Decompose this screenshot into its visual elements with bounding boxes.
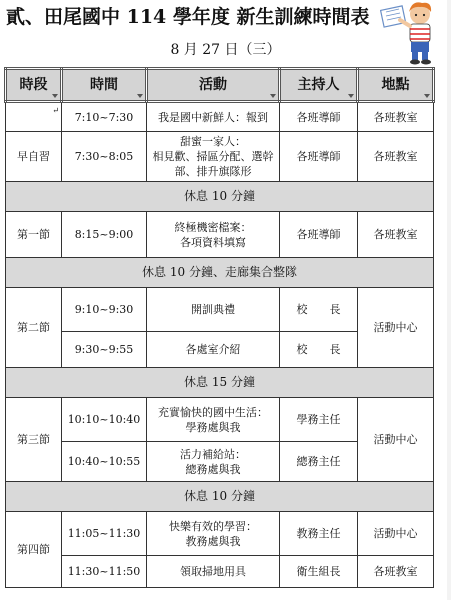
- header-activity: 活動: [147, 69, 280, 102]
- time-cell: 8:15~9:00: [62, 212, 147, 258]
- place-cell: 各班教室: [358, 132, 434, 182]
- break-label: 休息 10 分鐘: [6, 182, 434, 212]
- table-row: [6, 102, 434, 132]
- table-row: [6, 132, 434, 182]
- break-row: [6, 258, 434, 288]
- header-place: 地點: [358, 69, 434, 102]
- activity-cell: 開訓典禮: [147, 288, 280, 332]
- host-cell: 總務主任: [280, 442, 358, 482]
- time-cell: 9:30~9:55: [62, 332, 147, 368]
- host-cell: 校 長: [280, 332, 358, 368]
- place-cell: 各班教室: [358, 556, 434, 588]
- header-host: 主持人: [280, 69, 358, 102]
- document-title: 貳、田尾國中 114 學年度 新生訓練時間表: [6, 6, 370, 28]
- period-cell: 第三節: [6, 398, 62, 482]
- cell-marker-icon: [52, 94, 58, 98]
- activity-cell: 各處室介紹: [147, 332, 280, 368]
- table-row: [6, 556, 434, 588]
- time-cell: 9:10~9:30: [62, 288, 147, 332]
- activity-cell: 領取掃地用具: [147, 556, 280, 588]
- break-label: 休息 10 分鐘、走廊集合整隊: [6, 258, 434, 288]
- period-cell: 第一節: [6, 212, 62, 258]
- break-label: 休息 10 分鐘: [6, 482, 434, 512]
- time-cell: 7:30~8:05: [62, 132, 147, 182]
- student-reading-clipart: [380, 0, 446, 66]
- table-row: [6, 512, 434, 556]
- host-cell: 衛生組長: [280, 556, 358, 588]
- time-cell: 11:05~11:30: [62, 512, 147, 556]
- table-row: [6, 288, 434, 332]
- host-cell: 各班導師: [280, 212, 358, 258]
- cell-marker-icon: [348, 94, 354, 98]
- place-cell: 活動中心: [358, 512, 434, 556]
- host-cell: 教務主任: [280, 512, 358, 556]
- header-time: 時間: [62, 69, 147, 102]
- host-cell: 校 長: [280, 288, 358, 332]
- break-row: [6, 368, 434, 398]
- page-edge: [447, 0, 451, 600]
- time-cell: 7:10~7:30: [62, 102, 147, 132]
- time-cell: 10:40~10:55: [62, 442, 147, 482]
- table-header-row: [6, 69, 434, 102]
- place-cell: 活動中心: [358, 288, 434, 368]
- table-row: [6, 398, 434, 442]
- break-row: [6, 482, 434, 512]
- cell-marker-icon: [424, 94, 430, 98]
- break-row: [6, 182, 434, 212]
- period-cell-empty: ↵: [6, 102, 62, 132]
- activity-cell: 活力補給站： 總務處與我: [147, 442, 280, 482]
- activity-cell: 快樂有效的學習： 教務處與我: [147, 512, 280, 556]
- schedule-table: [4, 67, 435, 588]
- header-period: 時段: [6, 69, 62, 102]
- host-cell: 各班導師: [280, 132, 358, 182]
- activity-cell: 甜蜜一家人： 相見歡、掃區分配、選幹 部、排升旗隊形: [147, 132, 280, 182]
- table-row: [6, 212, 434, 258]
- activity-cell: 終極機密檔案： 各項資料填寫: [147, 212, 280, 258]
- host-cell: 各班導師: [280, 102, 358, 132]
- time-cell: 10:10~10:40: [62, 398, 147, 442]
- period-cell: 第四節: [6, 512, 62, 588]
- place-cell: 活動中心: [358, 398, 434, 482]
- activity-cell: 充實愉快的國中生活： 學務處與我: [147, 398, 280, 442]
- period-cell: 第二節: [6, 288, 62, 368]
- cell-marker-icon: [137, 94, 143, 98]
- time-cell: 11:30~11:50: [62, 556, 147, 588]
- place-cell: 各班教室: [358, 212, 434, 258]
- period-cell: 早自習: [6, 132, 62, 182]
- break-label: 休息 15 分鐘: [6, 368, 434, 398]
- activity-cell: 我是國中新鮮人：報到: [147, 102, 280, 132]
- host-cell: 學務主任: [280, 398, 358, 442]
- cell-marker-icon: [270, 94, 276, 98]
- date-line: 8 月 27 日（三）: [170, 42, 281, 58]
- place-cell: 各班教室: [358, 102, 434, 132]
